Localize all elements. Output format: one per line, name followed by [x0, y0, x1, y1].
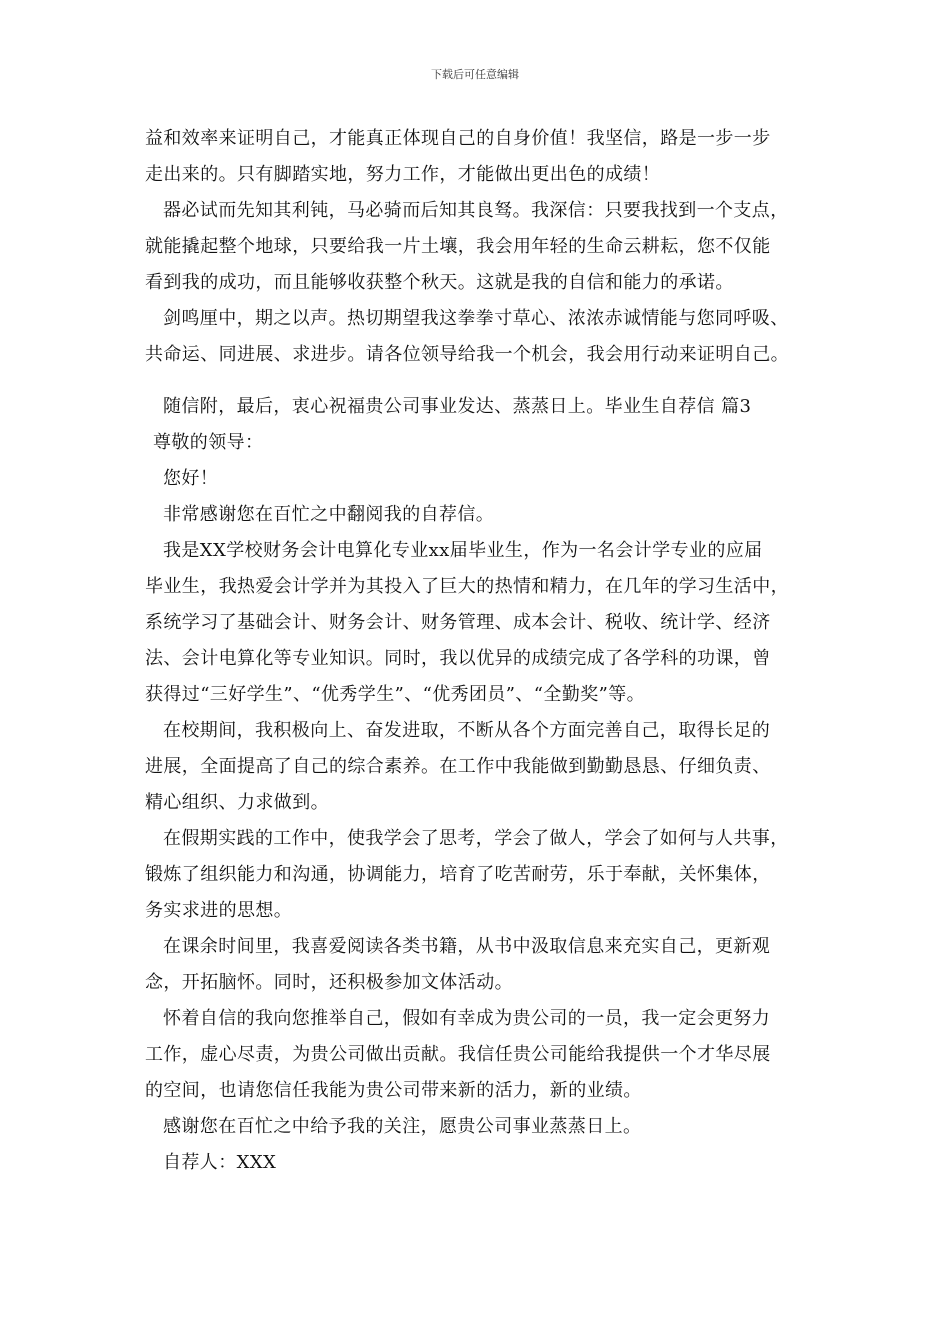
text-line: 念，开拓脑怀。同时，还积极参加文体活动。 — [145, 972, 513, 993]
text-line: 务实求进的思想。 — [145, 900, 293, 921]
text-line: 获得过“三好学生”、“优秀学生”、“优秀团员”、“全勤奖”等。 — [145, 684, 646, 705]
text-line: 我是XX学校财务会计电算化专业xx届毕业生，作为一名会计学专业的应届 — [163, 540, 763, 561]
text-line: 的空间，也请您信任我能为贵公司带来新的活力，新的业绩。 — [145, 1080, 642, 1101]
text-line: 感谢您在百忙之中给予我的关注，愿贵公司事业蒸蒸日上。 — [163, 1116, 642, 1137]
text-line: 益和效率来证明自己，才能真正体现自己的自身价值！我坚信，路是一步一步 — [145, 128, 771, 149]
text-line: 怀着自信的我向您推举自己，假如有幸成为贵公司的一员，我一定会更努力 — [163, 1008, 771, 1029]
text-line: 系统学习了基础会计、财务会计、财务管理、成本会计、税收、统计学、经济 — [145, 612, 771, 633]
text-line: 法、会计电算化等专业知识。同时，我以优异的成绩完成了各学科的功课，曾 — [145, 648, 771, 669]
text-line: 随信附，最后，衷心祝福贵公司事业发达、蒸蒸日上。毕业生自荐信 篇3 — [163, 396, 752, 417]
text-line: 进展，全面提高了自己的综合素养。在工作中我能做到勤勤恳恳、仔细负责、 — [145, 756, 771, 777]
text-line: 走出来的。只有脚踏实地，努力工作，才能做出更出色的成绩！ — [145, 164, 661, 185]
greeting: 您好！ — [163, 468, 219, 489]
text-line: 毕业生，我热爱会计学并为其投入了巨大的热情和精力，在几年的学习生活中， — [145, 576, 789, 597]
page-header: 下载后可任意编辑 — [431, 68, 519, 81]
text-line: 器必试而先知其利钝，马必骑而后知其良驽。我深信：只要我找到一个支点， — [163, 200, 789, 221]
letter-body — [145, 121, 825, 1181]
text-line: 剑鸣厘中，期之以声。热切期望我这拳拳寸草心、浓浓赤诚情能与您同呼吸、 — [163, 308, 789, 329]
text-line: 在校期间，我积极向上、奋发进取，不断从各个方面完善自己，取得长足的 — [163, 720, 771, 741]
text-line: 锻炼了组织能力和沟通，协调能力，培育了吃苦耐劳，乐于奉献，关怀集体， — [145, 864, 771, 885]
text-line: 就能撬起整个地球，只要给我一片土壤，我会用年轻的生命云耕耘，您不仅能 — [145, 236, 771, 257]
text-line: 看到我的成功，而且能够收获整个秋天。这就是我的自信和能力的承诺。 — [145, 272, 734, 293]
paragraph-gap — [145, 373, 825, 389]
salutation: 尊敬的领导： — [153, 432, 264, 453]
text-line: 在课余时间里，我喜爱阅读各类书籍，从书中汲取信息来充实自己，更新观 — [163, 936, 771, 957]
text-line: 精心组织、力求做到。 — [145, 792, 329, 813]
text-line: 共命运、同进展、求进步。请各位领导给我一个机会，我会用行动来证明自己。 — [145, 344, 789, 365]
signature-line: 自荐人：XXX — [163, 1152, 277, 1173]
text-line: 工作，虚心尽责，为贵公司做出贡献。我信任贵公司能给我提供一个才华尽展 — [145, 1044, 771, 1065]
text-line: 非常感谢您在百忙之中翻阅我的自荐信。 — [163, 504, 495, 525]
text-line: 在假期实践的工作中，使我学会了思考，学会了做人，学会了如何与人共事， — [163, 828, 789, 849]
